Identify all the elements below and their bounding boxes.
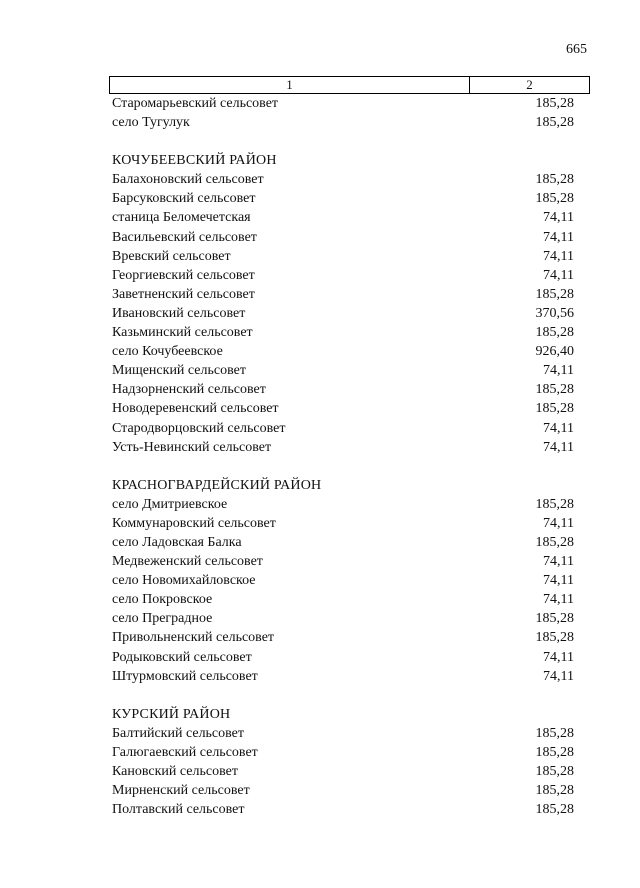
row-value: 185,28 (535, 630, 574, 646)
row-value: 185,28 (535, 611, 574, 627)
table-row (112, 94, 574, 113)
page-number: 665 (566, 42, 587, 57)
table-row (112, 228, 574, 247)
row-name: Барсуковский сельсовет (112, 191, 256, 207)
row-name: Казьминский сельсовет (112, 325, 253, 341)
table-row (112, 361, 574, 380)
row-name: Коммунаровский сельсовет (112, 515, 276, 531)
row-name: село Тугулук (112, 115, 190, 131)
row-value: 74,11 (543, 248, 574, 264)
table-row (112, 743, 574, 762)
row-name: Ивановский сельсовет (112, 305, 246, 321)
table-row (112, 438, 574, 457)
row-value: 185,28 (535, 783, 574, 799)
row-value: 370,56 (535, 305, 574, 321)
row-value: 185,28 (535, 286, 574, 302)
row-name: село Кочубеевское (112, 344, 223, 360)
table-row (112, 762, 574, 781)
row-value: 185,28 (535, 382, 574, 398)
row-value: 185,28 (535, 764, 574, 779)
table-row (112, 113, 574, 132)
table-row (112, 323, 574, 342)
row-value: 74,11 (543, 229, 574, 245)
table-row (112, 800, 574, 819)
row-value: 185,28 (535, 96, 574, 111)
table-row (112, 380, 574, 399)
row-name: село Новомихайловское (112, 573, 256, 589)
row-value: 185,28 (535, 725, 574, 741)
row-name: Вревский сельсовет (112, 248, 231, 264)
table-row (112, 533, 574, 552)
table-row (112, 419, 574, 438)
row-name: село Покровское (112, 592, 213, 608)
row-name: Заветненский сельсовет (112, 286, 255, 302)
table-row (112, 609, 574, 628)
row-value: 74,11 (543, 592, 574, 608)
row-name: Балахоновский сельсовет (112, 172, 264, 188)
table-row (112, 189, 574, 208)
table-row (112, 514, 574, 533)
row-name: село Дмитриевское (112, 496, 228, 512)
table-row (112, 724, 574, 743)
row-value: 185,28 (535, 496, 574, 512)
row-name: село Ладовская Балка (112, 534, 242, 550)
row-value: 74,11 (543, 210, 574, 226)
row-name: Привольненский сельсовет (112, 630, 275, 646)
table-row (112, 342, 574, 361)
table-column-header-row (109, 76, 590, 94)
row-name: Штурмовский сельсовет (112, 668, 258, 684)
row-value: 185,28 (535, 115, 574, 131)
row-value: 74,11 (543, 554, 574, 570)
table-row (112, 667, 574, 686)
table-row (112, 781, 574, 800)
row-value: 185,28 (535, 325, 574, 341)
row-name: Галюгаевский сельсовет (112, 744, 258, 760)
row-name: Георгиевский сельсовет (112, 267, 255, 283)
table-body (112, 94, 574, 819)
row-value: 74,11 (543, 573, 574, 589)
column-header-2: 2 (526, 77, 533, 92)
row-value: 74,11 (543, 515, 574, 531)
district-title: КОЧУБЕЕВСКИЙ РАЙОН (112, 153, 277, 169)
row-name: Усть-Невинский сельсовет (112, 439, 272, 455)
row-name: станица Беломечетская (112, 210, 251, 226)
district-title: КРАСНОГВАРДЕЙСКИЙ РАЙОН (112, 477, 322, 493)
table-row (112, 399, 574, 418)
row-value: 185,28 (535, 534, 574, 550)
row-value: 74,11 (543, 267, 574, 283)
row-name: Новодеревенский сельсовет (112, 401, 279, 417)
row-name: Старомарьевский сельсовет (112, 96, 279, 111)
table-row (112, 170, 574, 189)
row-name: Мищенский сельсовет (112, 363, 246, 379)
row-name: Мирненский сельсовет (112, 783, 250, 799)
row-value: 74,11 (543, 420, 574, 436)
row-value: 185,28 (535, 744, 574, 760)
row-name: Кановский сельсовет (112, 764, 238, 779)
row-value: 185,28 (535, 802, 574, 818)
table-row (112, 304, 574, 323)
row-value: 74,11 (543, 668, 574, 684)
table-row (112, 208, 574, 227)
row-value: 926,40 (535, 344, 574, 360)
row-value: 74,11 (543, 439, 574, 455)
row-name: Васильевский сельсовет (112, 229, 257, 245)
row-name: Балтийский сельсовет (112, 725, 245, 741)
district-title: КУРСКИЙ РАЙОН (112, 706, 231, 722)
row-name: Надзорненский сельсовет (112, 382, 266, 398)
row-value: 185,28 (535, 172, 574, 188)
table-row (112, 247, 574, 266)
row-value: 74,11 (543, 649, 574, 665)
table-row (112, 648, 574, 667)
table-row (112, 266, 574, 285)
table-row (112, 628, 574, 647)
table-row (112, 571, 574, 590)
table-row (112, 285, 574, 304)
column-header-1: 1 (110, 77, 470, 93)
row-name: село Преградное (112, 611, 213, 627)
row-name: Стародворцовский сельсовет (112, 420, 286, 436)
table-row (112, 552, 574, 571)
row-name: Медвеженский сельсовет (112, 554, 263, 570)
row-name: Полтавский сельсовет (112, 802, 245, 818)
table-row (112, 590, 574, 609)
row-name: Родыковский сельсовет (112, 649, 252, 665)
row-value: 185,28 (535, 401, 574, 417)
row-value: 74,11 (543, 363, 574, 379)
row-value: 185,28 (535, 191, 574, 207)
table-row (112, 495, 574, 514)
